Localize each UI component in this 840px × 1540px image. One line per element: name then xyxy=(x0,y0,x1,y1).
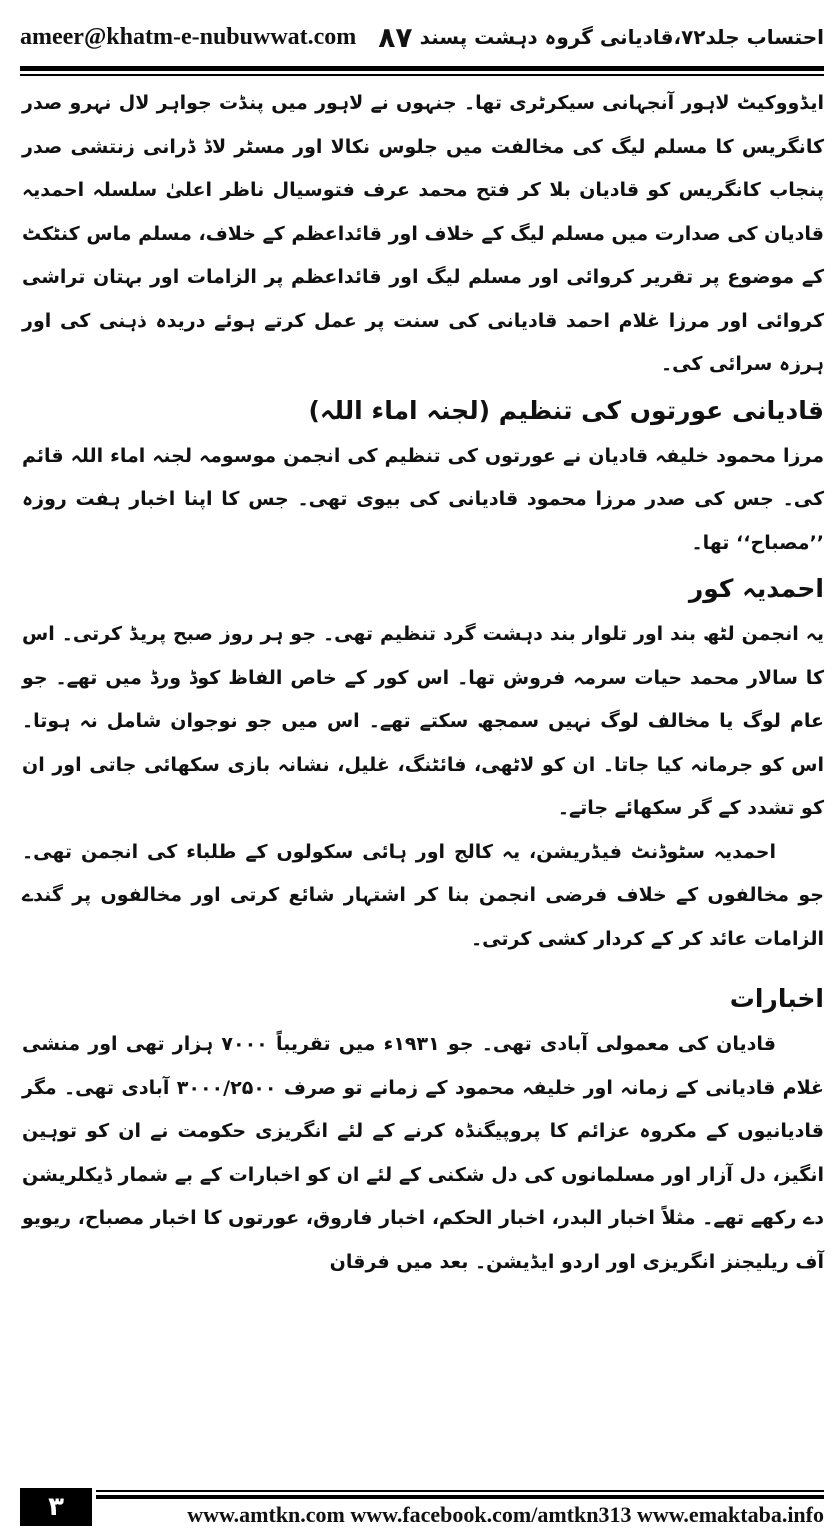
header-rule-thick xyxy=(20,66,824,71)
paragraph-newspapers: قادیان کی معمولی آبادی تھی۔ جو ۱۹۳۱ء میں تقریباً ۷۰۰۰ ہزار تھی اور منشی غلام قادیانی کے زمانہ اور خلیفہ محمود کے زمانے تو صرف ۳۰۰۰/۲۵۰۰ آبادی تھی۔ مگر قادیانیوں کے مکروہ عزائم کا پروپیگنڈہ کرنے کے لئے انگریزی حکومت نے ان کو توہین انگیز، دل آزار اور مسلمانوں کی دل شکنی کے لئے ان کو اخبارات کے بے شمار ڈیکلریشن دے رکھے تھے۔ مثلاً اخبار البدر، اخبار الحکم، اخبار فاروق، عورتوں کا اخبار مصباح، ریویو آف ریلیجنز انگریزی اور اردو ایڈیشن۔ بعد میں فرقان xyxy=(22,1033,824,1273)
section-heading-ahmadiyya-corps: احمدیہ کور xyxy=(688,574,824,603)
footer-section-number: ۳ xyxy=(20,1488,92,1526)
page-content xyxy=(22,82,824,1284)
footer-links: www.amtkn.com www.facebook.com/amtkn313 www.emaktaba.info xyxy=(187,1502,824,1527)
paragraph-student-federation: احمدیہ سٹوڈنٹ فیڈریشن، یہ کالج اور ہائی سکولوں کے طلباء کی انجمن تھی۔ جو مخالفوں کے خلاف فرضی انجمن بنا کر اشتہار شائع کرتی اور مخالفوں پر گندے الزامات عائد کر کے کردار کشی کرتی۔ xyxy=(22,840,824,950)
page-header xyxy=(20,14,824,60)
paragraph-corps: یہ انجمن لٹھ بند اور تلوار بند دہشت گرد تنظیم تھی۔ جو ہر روز صبح پریڈ کرتی۔ اس کا سالار محمد حیات سرمہ فروش تھا۔ اس کور کے خاص الفاظ کوڈ ورڈ میں تھے۔ جو عام لوگ یا مخالف لوگ نہیں سمجھ سکتے تھے۔ اس میں جو نوجوان شامل نہ ہوتا۔ اس کو جرمانہ کیا جاتا۔ ان کو لاٹھی، فائٹنگ، غلیل، نشانہ بازی سکھائی جاتی اور ان کو تشدد کے گر سکھائے جاتے۔ xyxy=(22,623,824,819)
footer-rule-thick xyxy=(96,1495,824,1499)
paragraph-lajna: مرزا محمود خلیفہ قادیان نے عورتوں کی تنظیم کی انجمن موسومہ لجنہ اماء اللہ قائم کی۔ جس کی صدر مرزا محمود قادیانی کی بیوی تھی۔ جس کا اپنا اخبار ہفت روزہ ’’مصباح‘‘ تھا۔ xyxy=(22,444,824,554)
section-heading-women-organization: قادیانی عورتوں کی تنظیم (لجنہ اماء اللہ) xyxy=(308,395,824,425)
paragraph-intro: ایڈووکیٹ لاہور آنجہانی سیکرٹری تھا۔ جنہوں نے لاہور میں پنڈت جواہر لال نہرو صدر کانگریس کا مسلم لیگ کی مخالفت میں جلوس نکالا اور مسٹر لاڈ ڈرانی زنتشی صدر پنجاب کانگریس کو قادیان بلا کر فتح محمد عرف فتوسیال ناظر اعلیٰ سلسلہ احمدیہ قادیان کی صدارت میں مسلم لیگ کے خلاف اور قائداعظم کے خلاف، مسلم ماس کنٹکٹ کے موضوع پر تقریر کروائی اور مسلم لیگ اور قائداعظم پر الزامات اور بہتان تراشی کروائی اور مرزا غلام احمد قادیانی کی سنت پر عمل کرتے ہوئے دریدہ ذہنی کی اور ہرزہ سرائی کی۔ xyxy=(22,92,824,375)
section-heading-newspapers: اخبارات xyxy=(729,984,824,1013)
header-email: ameer@khatm-e-nubuwwat.com xyxy=(20,23,357,50)
header-page-number: ۸۷ xyxy=(378,20,413,54)
footer-rule-thin xyxy=(96,1490,824,1492)
header-rule-thin xyxy=(20,74,824,76)
header-title: احتساب جلد۷۲،قادیانی گروہ دہشت پسند xyxy=(419,25,824,49)
